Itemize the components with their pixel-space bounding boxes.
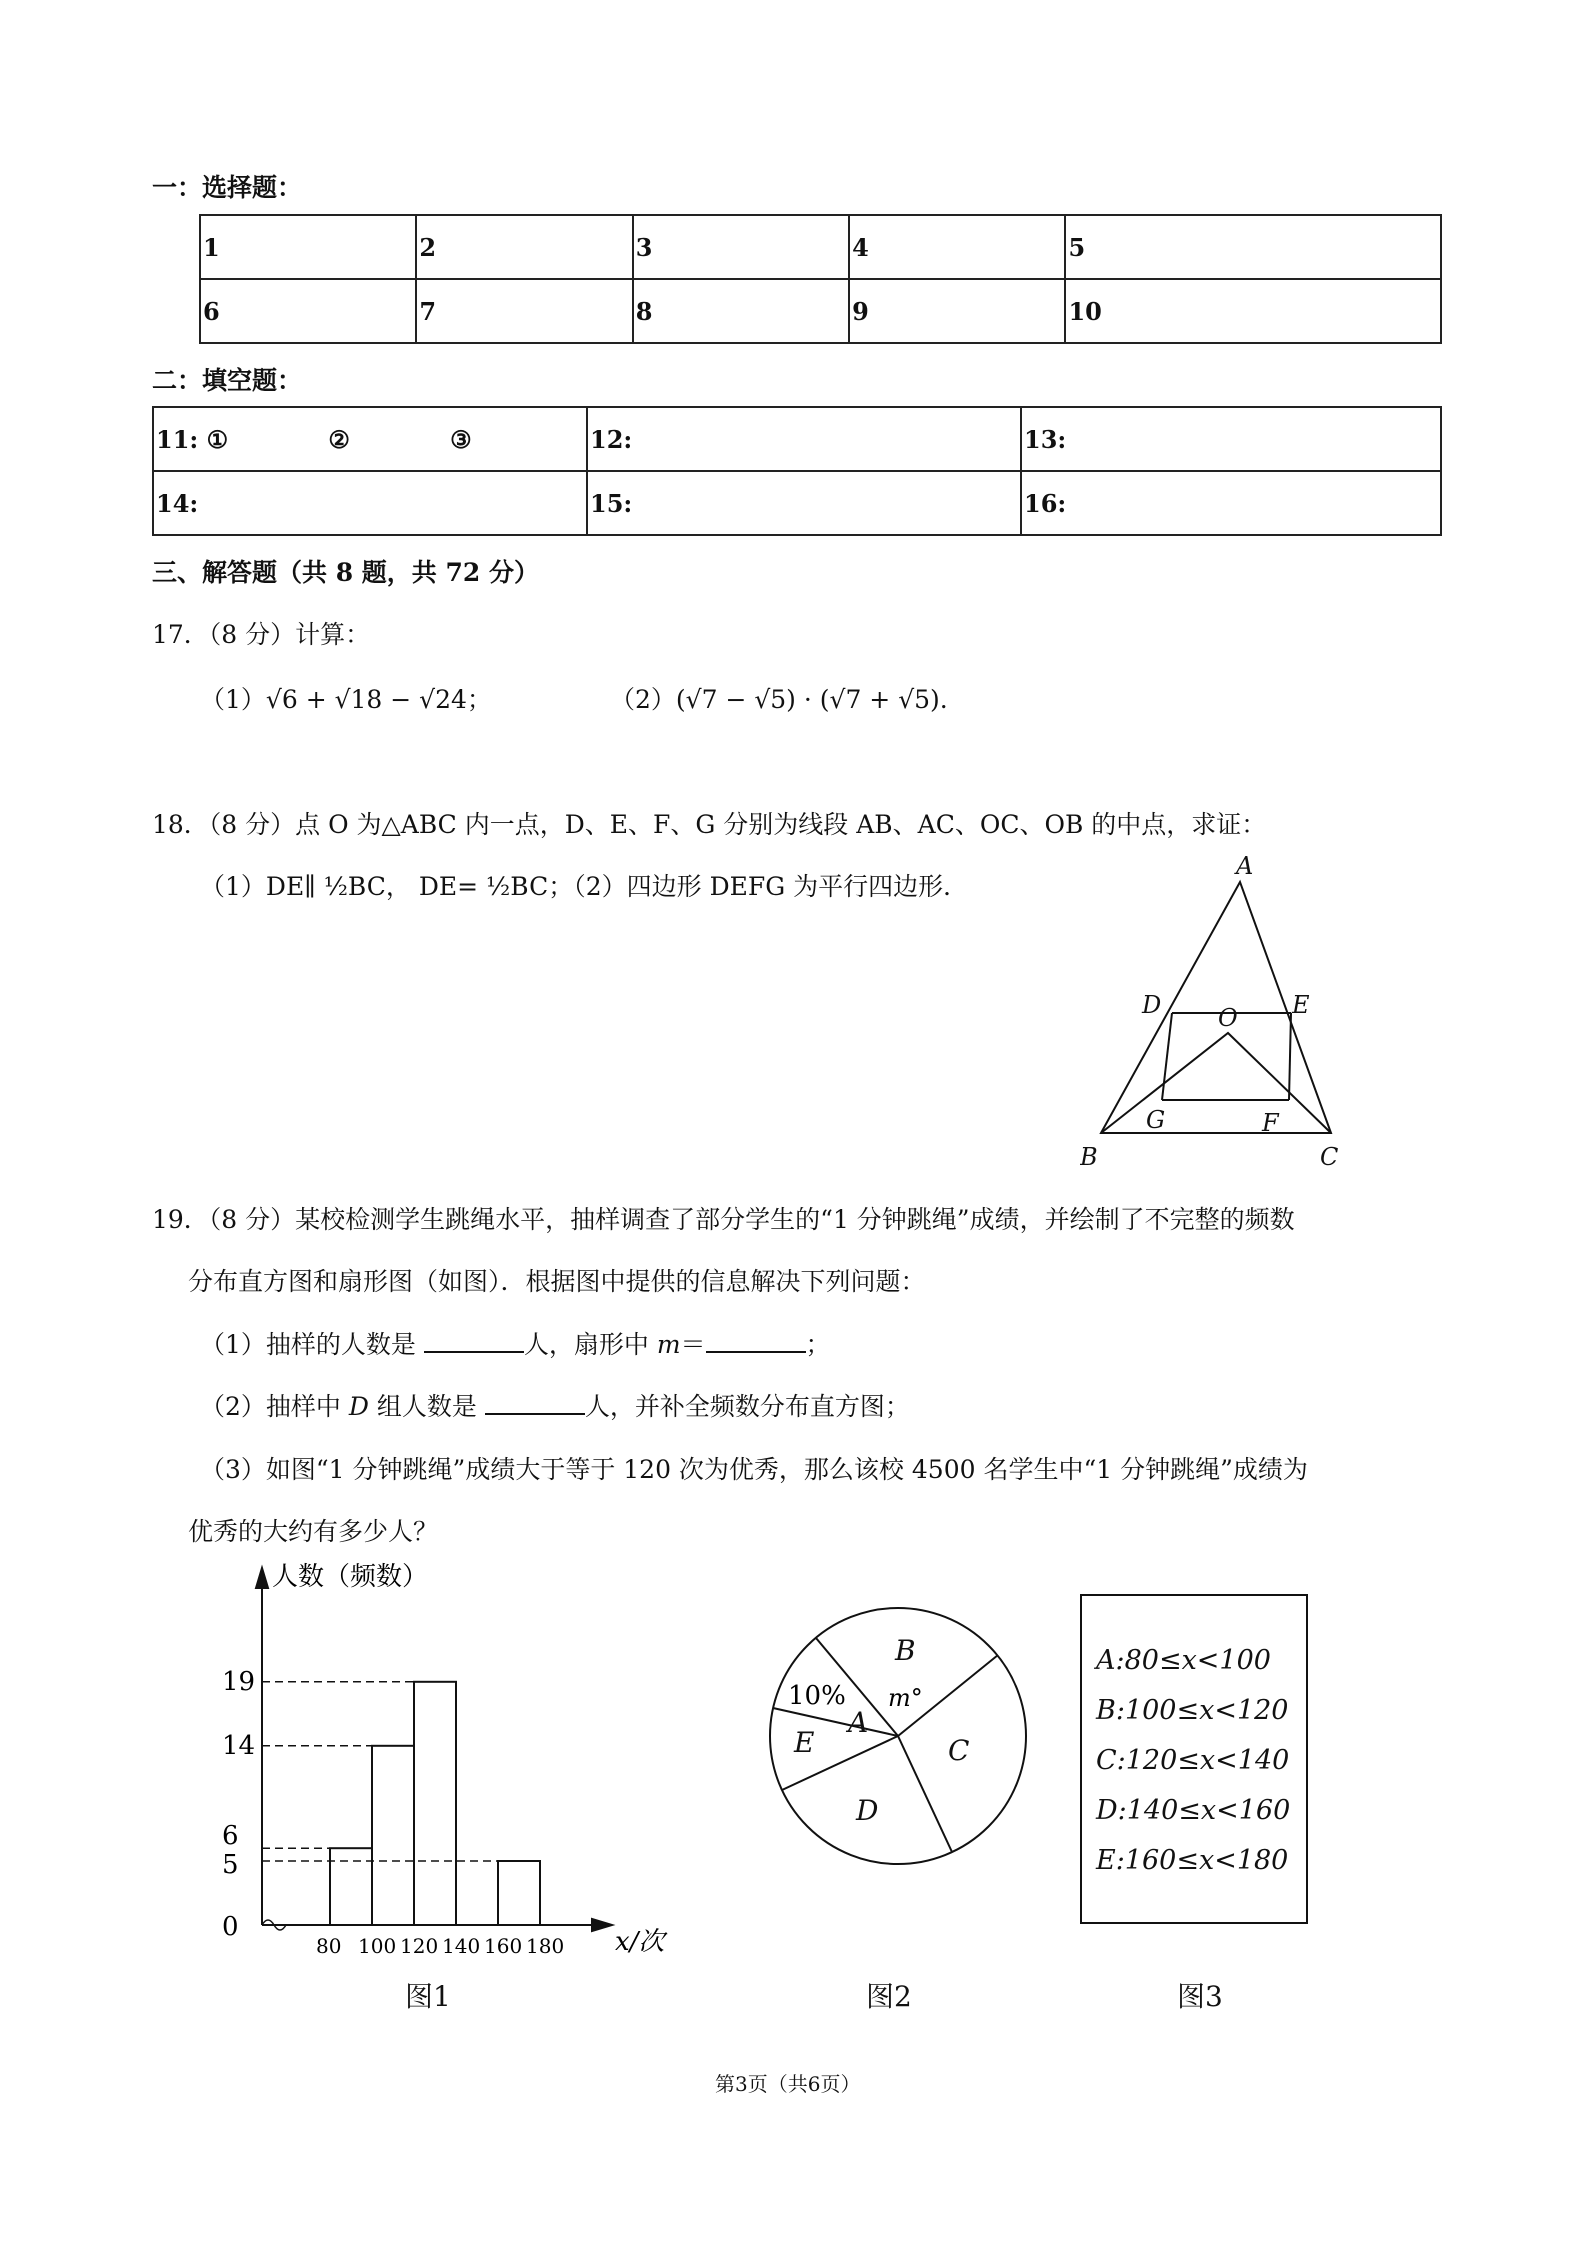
y-tick-label: 19	[222, 1666, 256, 1697]
segment-ef	[1289, 1013, 1291, 1100]
cell: 5	[1065, 215, 1441, 279]
q17-part1	[200, 680, 492, 716]
y-axis-arrow	[256, 1568, 268, 1588]
section2-title: 二：填空题：	[152, 366, 303, 395]
q17-part2	[610, 680, 948, 716]
x-tick-label: 120	[400, 1934, 439, 1958]
q17-p2-label: （2）	[610, 685, 676, 714]
y-tick-label: 0	[222, 1912, 239, 1942]
answer-blank[interactable]	[485, 1393, 585, 1415]
legend-line: E:160≤x<180	[1096, 1845, 1289, 1876]
pie-a-percent: 10%	[788, 1681, 846, 1711]
q19-head2: 分布直方图和扇形图（如图）．根据图中提供的信息解决下列问题：	[188, 1267, 926, 1296]
label-f: F	[1262, 1109, 1279, 1137]
pie-label-a: A	[848, 1706, 869, 1739]
segments-ob-oc	[1101, 1033, 1331, 1133]
x-axis-arrow	[592, 1919, 612, 1931]
histogram-bar	[372, 1746, 414, 1925]
range-legend-box	[1080, 1594, 1308, 1924]
q17-p2-expr: (√7 − √5) · (√7 + √5).	[675, 685, 948, 714]
q19-p1-end: ；	[805, 1330, 831, 1359]
pie-label-d: D	[856, 1794, 879, 1827]
histogram-bar	[498, 1861, 540, 1925]
answer-blank[interactable]	[706, 1331, 806, 1353]
legend-line: A:80≤x<100	[1096, 1645, 1271, 1676]
cell: 8	[633, 279, 849, 343]
x-axis-label: x/次	[615, 1927, 665, 1957]
q18-line2: （1）DE∥ ½BC， DE= ½BC；（2）四边形 DEFG 为平行四边形．	[200, 872, 969, 901]
section1-title: 一：选择题：	[152, 173, 303, 202]
histogram-bar	[330, 1848, 372, 1925]
q19-p2-text-c: 人，并补全频数分布直方图；	[584, 1392, 910, 1421]
cell: 2	[416, 215, 632, 279]
cell: 15:	[587, 471, 1021, 535]
y-tick-label: 6	[222, 1821, 239, 1852]
cell: 13:	[1021, 407, 1441, 471]
cell: 14:	[153, 471, 587, 535]
pie-chart	[760, 1600, 1040, 1880]
pie-angle-label: m°	[888, 1684, 923, 1712]
q19-p1-eq: ＝	[680, 1330, 706, 1359]
pie-label-e: E	[794, 1726, 815, 1759]
x-tick-label: 160	[484, 1934, 523, 1958]
label-g: G	[1146, 1106, 1166, 1134]
q19-p1-m: m	[656, 1330, 681, 1359]
choice-answer-table	[199, 214, 1442, 344]
q19-p2-d: D	[348, 1392, 369, 1421]
q19-part1	[200, 1325, 831, 1361]
answer-blank[interactable]	[424, 1331, 524, 1353]
q19-part3b: 优秀的大约有多少人？	[188, 1517, 439, 1546]
cell: 3	[633, 215, 849, 279]
q19-p1-text-a: （1）抽样的人数是	[200, 1330, 424, 1359]
label-b: B	[1080, 1143, 1098, 1171]
cell: 12:	[587, 407, 1021, 471]
section3-title: 三、解答题（共 8 题，共 72 分）	[152, 558, 540, 587]
caption-fig2: 图2	[866, 1980, 912, 2013]
pie-divider	[898, 1736, 952, 1852]
q17-p1-label: （1）	[200, 685, 266, 714]
histogram-bar	[414, 1682, 456, 1925]
cell: 10	[1065, 279, 1441, 343]
legend-line: C:120≤x<140	[1096, 1745, 1290, 1776]
histogram-chart	[200, 1560, 700, 1970]
x-tick-label: 180	[526, 1934, 565, 1958]
cell: 4	[849, 215, 1065, 279]
x-tick-label: 100	[358, 1934, 397, 1958]
pie-label-c: C	[948, 1734, 970, 1767]
triangle-figure	[1080, 850, 1360, 1180]
cell: 11: ① ② ③	[153, 407, 587, 471]
q19-part2	[200, 1387, 910, 1423]
label-a: A	[1236, 852, 1254, 880]
q18-head: 18．（8 分）点 O 为△ABC 内一点，D、E、F、G 分别为线段 AB、AC、OC、OB 的中点，求证：	[152, 810, 1267, 839]
q17-p1-expr: √6 + √18 − √24；	[265, 685, 492, 714]
fill-answer-table	[152, 406, 1442, 536]
legend-line: D:140≤x<160	[1096, 1795, 1291, 1826]
label-e: E	[1292, 991, 1310, 1019]
y-tick-label: 14	[222, 1730, 256, 1761]
y-tick-label: 5	[222, 1850, 239, 1880]
label-d: D	[1142, 991, 1162, 1019]
cell: 16:	[1021, 471, 1441, 535]
segment-dg	[1162, 1013, 1172, 1100]
label-o: O	[1218, 1004, 1238, 1032]
y-axis-label: 人数（频数）	[272, 1562, 429, 1592]
q19-head: 19．（8 分）某校检测学生跳绳水平，抽样调查了部分学生的“1 分钟跳绳”成绩，并绘制了不完整的频数	[152, 1205, 1295, 1234]
q19-p2-text-a: （2）抽样中	[200, 1392, 349, 1421]
q19-p1-text-b: 人，扇形中	[523, 1330, 657, 1359]
q19-part3: （3）如图“1 分钟跳绳”成绩大于等于 120 次为优秀，那么该校 4500 名学生中“1 分钟跳绳”成绩为	[200, 1455, 1308, 1484]
cell: 1	[200, 215, 416, 279]
x-tick-label: 80	[316, 1934, 342, 1958]
legend-line: B:100≤x<120	[1096, 1695, 1289, 1726]
q19-p2-text-b: 组人数是	[368, 1392, 485, 1421]
pie-label-b: B	[895, 1634, 916, 1667]
cell: 9	[849, 279, 1065, 343]
label-c: C	[1320, 1143, 1339, 1171]
caption-fig1: 图1	[405, 1980, 451, 2013]
cell: 7	[416, 279, 632, 343]
x-tick-label: 140	[442, 1934, 481, 1958]
cell: 6	[200, 279, 416, 343]
page-footer: 第3页（共6页）	[715, 2072, 861, 2096]
caption-fig3: 图3	[1177, 1980, 1223, 2013]
q17-head: 17．（8 分）计算：	[152, 620, 371, 649]
